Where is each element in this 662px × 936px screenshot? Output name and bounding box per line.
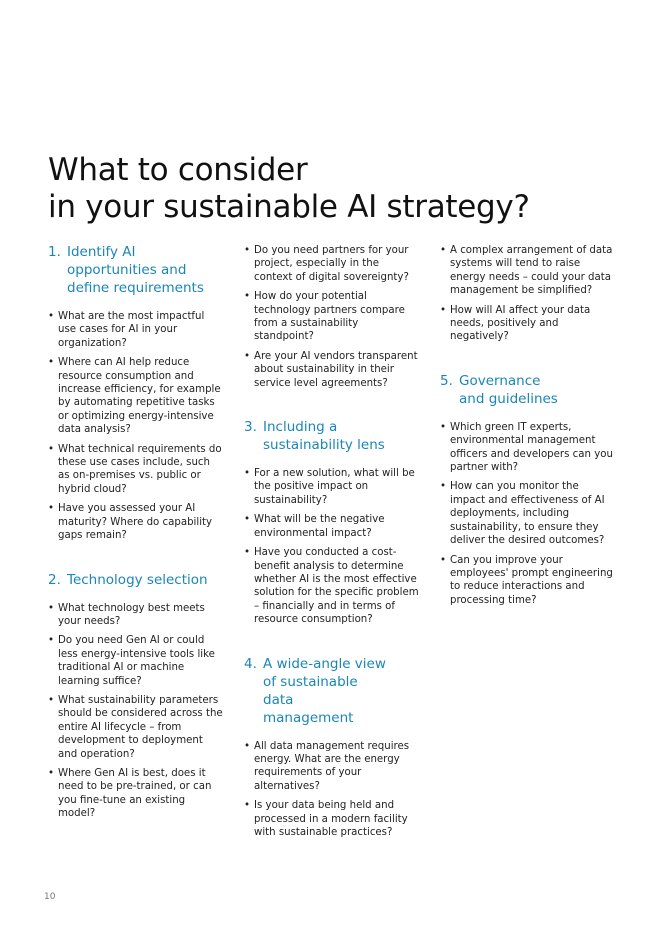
section-title: Including a sustainability lens <box>263 419 385 454</box>
page-number: 10 <box>44 892 56 902</box>
section-number: 2. <box>48 571 61 588</box>
list-item: • All data management requires energy. What are the energy requirements of your alternatives? <box>244 740 419 794</box>
list-item: • Which green IT experts, environmental management officers and developers can you partner with? <box>440 421 615 475</box>
list-item: • Can you improve your employees' prompt engineering to reduce interactions and processing time? <box>440 554 615 608</box>
list-item: • What technical requirements do these use cases include, such as on-premises vs. public or hybrid cloud? <box>48 443 223 497</box>
section-4-questions-continued <box>440 244 615 344</box>
list-item: • Do you need partners for your project, especially in the context of digital sovereignty? <box>244 244 419 284</box>
section-2-heading <box>48 571 223 589</box>
section-title: A wide-angle view of sustainable data management <box>263 655 386 726</box>
section-2-questions-continued <box>244 244 419 390</box>
page-title-line-1: What to consider <box>48 152 308 188</box>
list-item: • Do you need Gen AI or could less energy-intensive tools like traditional AI or machine learning suffice? <box>48 634 223 688</box>
section-number: 4. <box>244 655 257 672</box>
section-4-questions <box>244 740 419 840</box>
list-item: • Have you assessed your AI maturity? Where do capability gaps remain? <box>48 502 223 542</box>
list-item: • How can you monitor the impact and effectiveness of AI deployments, including sustainability, to ensure they deliver the desired outcomes? <box>440 480 615 547</box>
page-title <box>48 152 628 226</box>
list-item: • Have you conducted a cost-benefit analysis to determine whether AI is the most effective solution for the specific problem – financially and in terms of resource consumption? <box>244 546 419 626</box>
section-4-heading <box>244 655 419 727</box>
section-title: Governance and guidelines <box>459 372 558 407</box>
list-item: • Are your AI vendors transparent about sustainability in their service level agreements? <box>244 350 419 390</box>
section-number: 5. <box>440 372 453 389</box>
list-item: • Where can AI help reduce resource consumption and increase efficiency, for example by automating repetitive tasks or optimizing energy-intensive data analysis? <box>48 356 223 436</box>
list-item: • A complex arrangement of data systems will tend to raise energy needs – could your data management be simplified? <box>440 244 615 298</box>
column-3 <box>440 244 615 613</box>
section-3-heading <box>244 418 419 454</box>
list-item: • For a new solution, what will be the positive impact on sustainability? <box>244 467 419 507</box>
list-item: • What will be the negative environmental impact? <box>244 513 419 540</box>
page-title-line-2: in your sustainable AI strategy? <box>48 189 530 225</box>
section-5-heading <box>440 372 615 408</box>
section-3-questions <box>244 467 419 626</box>
section-number: 3. <box>244 419 257 436</box>
list-item: • Is your data being held and processed in a modern facility with sustainable practices? <box>244 799 419 839</box>
section-1-questions <box>48 310 223 543</box>
column-2 <box>244 244 419 845</box>
section-number: 1. <box>48 244 61 260</box>
column-1 <box>48 243 223 827</box>
list-item: • What are the most impactful use cases for AI in your organization? <box>48 310 223 350</box>
section-title: Technology selection <box>67 571 208 588</box>
list-item: • What technology best meets your needs? <box>48 602 223 629</box>
section-title: Identify AI opportunities and define requirements <box>67 244 204 296</box>
section-5-questions <box>440 421 615 607</box>
section-2-questions <box>48 602 223 821</box>
list-item: • How do your potential technology partners compare from a sustainability standpoint? <box>244 290 419 344</box>
list-item: • What sustainability parameters should be considered across the entire AI lifecycle – from development to deployment and operation? <box>48 694 223 761</box>
section-1-heading <box>48 243 223 297</box>
list-item: • Where Gen AI is best, does it need to be pre-trained, or can you fine-tune an existing model? <box>48 767 223 821</box>
list-item: • How will AI affect your data needs, positively and negatively? <box>440 304 615 344</box>
